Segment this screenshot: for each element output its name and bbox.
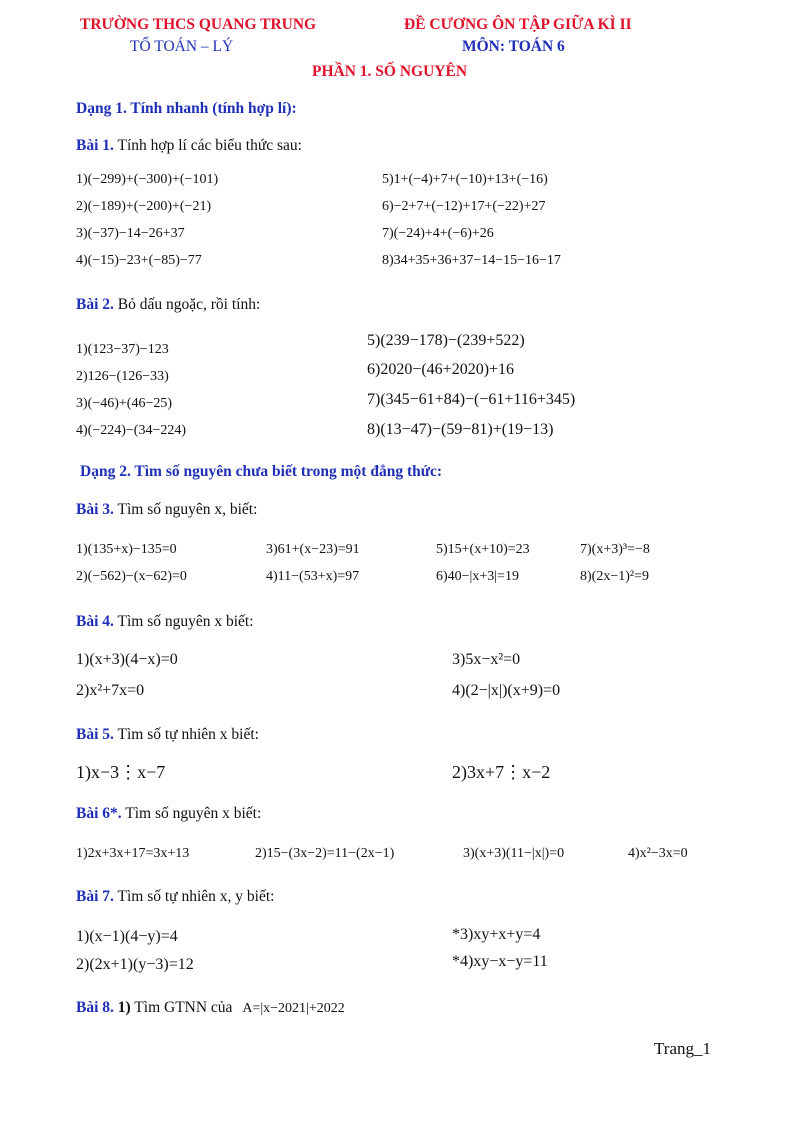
exercise-7-label: Bài 7. — [76, 888, 114, 905]
exercise-2-item-2: 2)126−(126−33) — [76, 369, 169, 384]
exercise-6-text: Tìm số nguyên x biết: — [121, 805, 262, 822]
exercise-8-text: Tìm GTNN của — [130, 999, 237, 1016]
exercise-3-label: Bài 3. — [76, 501, 114, 518]
exercise-7-item-1: 1)(x−1)(4−y)=4 — [76, 928, 178, 945]
exercise-3-item-7: 7)(x+3)³=−8 — [580, 542, 650, 557]
exercise-3-item-1: 1)(135+x)−135=0 — [76, 542, 177, 557]
exercise-5-label: Bài 5. — [76, 726, 114, 743]
exercise-7-item-2: 2)(2x+1)(y−3)=12 — [76, 956, 194, 973]
exercise-3-item-5: 5)15+(x+10)=23 — [436, 542, 530, 557]
exercise-1-text: Tính hợp lí các biểu thức sau: — [113, 137, 302, 154]
exercise-7-heading — [76, 888, 274, 906]
exercise-7-item-4: *4)xy−x−y=11 — [452, 953, 548, 970]
exercise-2-label: Bài 2. — [76, 296, 114, 313]
school-name: TRƯỜNG THCS QUANG TRUNG — [80, 16, 317, 33]
exercise-8-label: Bài 8. — [76, 999, 114, 1016]
department-name: TỔ TOÁN – LÝ — [130, 38, 234, 55]
exercise-4-label: Bài 4. — [76, 613, 114, 630]
page-number: Trang_1 — [654, 1039, 711, 1058]
exercise-2-item-5: 5)(239−178)−(239+522) — [367, 332, 525, 349]
exercise-6-heading — [76, 805, 261, 823]
exercise-2-item-4: 4)(−224)−(34−224) — [76, 423, 186, 438]
exercise-4-item-3: 3)5x−x²=0 — [452, 651, 521, 668]
exercise-1-item-1: 1)(−299)+(−300)+(−101) — [76, 172, 219, 187]
exercise-6-item-2: 2)15−(3x−2)=11−(2x−1) — [255, 846, 395, 861]
exercise-1-item-3: 3)(−37)−14−26+37 — [76, 226, 185, 241]
exercise-2-text: Bỏ dấu ngoặc, rồi tính: — [113, 296, 261, 313]
exercise-1-heading — [76, 137, 302, 155]
exercise-1-item-5: 5)1+(−4)+7+(−10)+13+(−16) — [382, 172, 548, 187]
exercise-2-item-8: 8)(13−47)−(59−81)+(19−13) — [367, 421, 554, 438]
exercise-5-text: Tìm số tự nhiên x biết: — [113, 726, 259, 743]
exercise-1-label: Bài 1. — [76, 137, 114, 154]
exercise-8-expression: A=|x−2021|+2022 — [242, 1001, 345, 1016]
exercise-5-item-1: 1)x−3⋮x−7 — [76, 762, 166, 782]
exercise-4-item-2: 2)x²+7x=0 — [76, 682, 145, 699]
section-dang-2: Dạng 2. Tìm số nguyên chưa biết trong một đẳng thức: — [80, 463, 443, 480]
exercise-8-heading — [76, 999, 345, 1017]
exercise-4-item-1: 1)(x+3)(4−x)=0 — [76, 651, 178, 668]
subject-label: MÔN: TOÁN 6 — [462, 38, 565, 55]
exercise-6-label: Bài 6*. — [76, 805, 122, 822]
exercise-2-item-7: 7)(345−61+84)−(−61+116+345) — [367, 391, 576, 408]
exercise-2-heading — [76, 296, 260, 314]
exercise-1-item-8: 8)34+35+36+37−14−15−16−17 — [382, 253, 561, 268]
exercise-2-item-1: 1)(123−37)−123 — [76, 342, 169, 357]
exercise-4-heading — [76, 613, 254, 631]
exercise-1-item-6: 6)−2+7+(−12)+17+(−22)+27 — [382, 199, 546, 214]
exercise-1-item-7: 7)(−24)+4+(−6)+26 — [382, 226, 494, 241]
exercise-7-text: Tìm số tự nhiên x, y biết: — [113, 888, 275, 905]
exercise-3-heading — [76, 501, 257, 519]
exercise-8-sub: 1) — [113, 999, 131, 1016]
exercise-7-item-3: *3)xy+x+y=4 — [452, 926, 541, 943]
exercise-4-text: Tìm số nguyên x biết: — [113, 613, 254, 630]
exercise-3-item-4: 4)11−(53+x)=97 — [266, 569, 360, 584]
part-title: PHẦN 1. SỐ NGUYÊN — [312, 63, 468, 80]
exercise-3-text: Tìm số nguyên x, biết: — [113, 501, 258, 518]
exercise-6-item-3: 3)(x+3)(11−|x|)=0 — [463, 846, 565, 861]
exercise-6-item-1: 1)2x+3x+17=3x+13 — [76, 846, 190, 861]
exercise-3-item-2: 2)(−562)−(x−62)=0 — [76, 569, 187, 584]
exercise-3-item-3: 3)61+(x−23)=91 — [266, 542, 360, 557]
section-dang-1: Dạng 1. Tính nhanh (tính hợp lí): — [76, 100, 297, 117]
exercise-3-item-6: 6)40−|x+3|=19 — [436, 569, 519, 584]
exercise-1-item-4: 4)(−15)−23+(−85)−77 — [76, 253, 202, 268]
exercise-1-item-2: 2)(−189)+(−200)+(−21) — [76, 199, 212, 214]
exercise-5-item-2: 2)3x+7⋮x−2 — [452, 762, 551, 782]
exercise-2-item-6: 6)2020−(46+2020)+16 — [367, 361, 515, 378]
document-title: ĐỀ CƯƠNG ÔN TẬP GIỮA KÌ II — [404, 16, 632, 33]
exercise-4-item-4: 4)(2−|x|)(x+9)=0 — [452, 682, 561, 699]
exercise-6-item-4: 4)x²−3x=0 — [628, 846, 688, 861]
exercise-2-item-3: 3)(−46)+(46−25) — [76, 396, 172, 411]
exercise-3-item-8: 8)(2x−1)²=9 — [580, 569, 649, 584]
exercise-5-heading — [76, 726, 259, 744]
